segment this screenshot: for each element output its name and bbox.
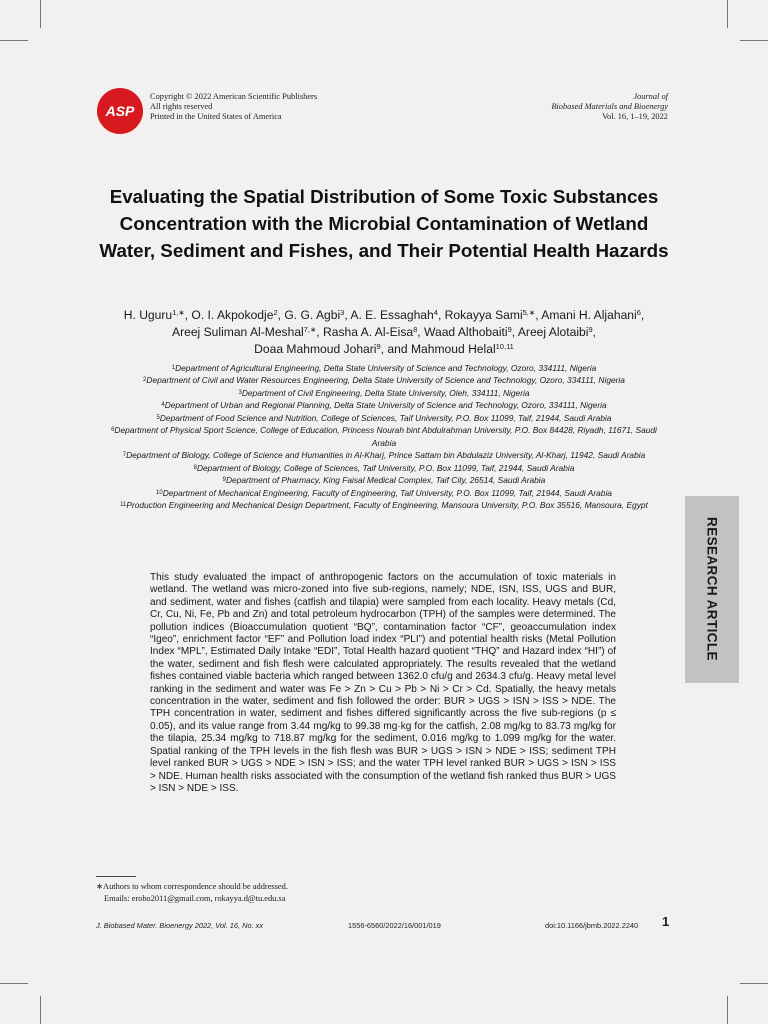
author-affiliation-mark: 9 — [376, 342, 381, 351]
author — [541, 308, 641, 322]
author — [191, 308, 277, 322]
affiliation — [100, 412, 668, 424]
affiliation — [100, 449, 668, 461]
author-affiliation-mark: 8 — [413, 325, 418, 334]
rights-line: All rights reserved — [150, 102, 213, 111]
author-name: Areej Alotaibi — [517, 325, 589, 339]
copyright-line: Copyright © 2022 American Scientific Publishers — [150, 92, 318, 101]
affiliation — [100, 499, 668, 511]
affiliation-number: 7 — [122, 452, 127, 459]
affiliation — [100, 424, 668, 449]
author — [284, 308, 344, 322]
crop-mark — [40, 0, 41, 28]
author-affiliation-mark: 3 — [340, 308, 345, 317]
author — [411, 342, 514, 356]
affiliation-number: 6 — [111, 427, 115, 434]
side-tab-label: RESEARCH ARTICLE — [704, 517, 720, 661]
affiliation-text: Department of Agricultural Engineering, Delta State University of Science and Technology, Ozoro, 334111, Nigeria — [175, 363, 597, 373]
footnote-authors: ∗Authors to whom correspondence should be addressed. — [96, 882, 288, 891]
affiliation-text: Department of Urban and Regional Planning, Delta State University of Science and Technology, Ozoro, 334111, Nigeria — [164, 400, 607, 411]
crop-mark — [740, 983, 768, 984]
affiliation-number: 2 — [143, 377, 147, 384]
crop-mark — [727, 0, 728, 28]
affiliation-number: 4 — [161, 402, 165, 409]
crop-mark — [0, 983, 28, 984]
author-name: A. E. Essaghah — [350, 308, 434, 322]
journal-volume: Vol. 16, 1–19, 2022 — [602, 112, 668, 121]
affiliation — [100, 374, 668, 386]
affiliation — [100, 474, 668, 486]
footnote-emails: Emails: erobo2011@gmail.com, rokayya.d@tu.edu.sa — [104, 894, 286, 903]
author-name: Areej Suliman Al-Meshal — [172, 325, 304, 339]
footer-citation: J. Biobased Mater. Bioenergy 2022, Vol. 16, No. xx — [96, 921, 264, 930]
affiliation-text: Department of Pharmacy, King Faisal Medical Complex, Taif City, 26514, Saudi Arabia — [226, 475, 546, 486]
affiliation-text: Department of Biology, College of Sciences, Taif University, P.O. Box 11099, Taif, 21944, Saudi Arabia — [196, 462, 575, 473]
abstract: This study evaluated the impact of anthropogenic factors on the accumulation of toxic materials in wetland. The wetland was micro-zoned into five sub-regions, namely; NDE, ISN, ISS, UGS and BUR, and sediment, water and fishes (catfish and tilapia) were sampled from each locality. Heavy metals (Cd, Cr, Cu, Ni, Fe, Pb and Zn) and total petroleum hydrocarbon (TPH) of the samples were determined. The pollution indices (Bioaccumulation quotient “BQ”, contamination factor “CF”, geoaccumulation index “Igeo”, enrichment factor “EF” and Pollution load index “PLI”) and potential health risks (Metal Pollution Index “MPL”, Estimated Daily Intake “EDI”, Total Health hazard quotient “THQ” and Hazard index “HI”) of the water, sediment and fish flesh were calculated appropriately. The results revealed that the wetland fishes contained viable bacteria which ranged between 1362.0 cfu/g and 2634.3 cfu/g. Heavy metal level ranking in the sediment and water was Fe > Zn > Cu > Pb > Ni > Cr > Cd. Spatially, the heavy metals concentration in the water, sediment and fish followed the order: BUR > UGS > ISN > ISS > NDE. The TPH concentration in water, sediment and fishes differed significantly across the five sub-regions (p ≤ 0.05), and its value range from 3.44 mg/kg to 99.38 mg·kg for the catfish, 2.08 mg/kg to 83.73 mg/kg for the tilapia, 25.34 mg/kg to 718.87 mg/kg for the sediment, 0.016 mg/kg to 1.099 mg/kg for the water. Spatial ranking of the TPH levels in the fish flesh was BUR > UGS > ISN > NDE > ISS; sediment TPH level ranked BUR > UGS > NDE > ISN > ISS; and the water TPH level ranked BUR > UGS > ISN > ISS > NDE. Human health risks associated with the consumption of the wetland fish ranked thus BUR > UGS > ISN > NDE > ISS. — [150, 572, 616, 794]
affiliation-text: Department of Mechanical Engineering, Faculty of Engineering, Taif University, P.O. Box 11099, Taif, 21944, Saudi Arabia — [162, 487, 612, 498]
publisher-info — [150, 92, 317, 122]
page-number: 1 — [662, 914, 670, 929]
author — [124, 308, 185, 322]
author — [172, 325, 316, 339]
affiliation-text: Department of Civil and Water Resources Engineering, Delta State University of Science and Technology, Ozoro, 334111, Nigeria — [146, 375, 625, 386]
author-affiliation-mark: 7,∗ — [303, 325, 317, 334]
affiliation-number: 11 — [120, 501, 127, 508]
affiliation-number: 8 — [193, 464, 197, 471]
author — [350, 308, 438, 322]
correspondence-footnote — [96, 881, 288, 905]
affiliation-text: Department of Food Science and Nutrition, College of Sciences, Taif University, P.O. Box 11099, Taif, 21944, Saudi Arabia — [159, 412, 612, 423]
author — [323, 325, 417, 339]
author-affiliation-mark: 10,11 — [495, 342, 514, 351]
author-name: Waad Althobaiti — [424, 325, 508, 339]
journal-name: Biobased Materials and Bioenergy — [551, 102, 668, 111]
journal-info — [551, 92, 668, 122]
author-affiliation-mark: 6 — [636, 308, 641, 317]
affiliation-number: 10 — [156, 489, 163, 496]
affiliation — [100, 462, 668, 474]
author-name: O. I. Akpokodje — [191, 308, 274, 322]
author-affiliation-mark: 4 — [433, 308, 438, 317]
footer-issn: 1556-6560/2022/16/001/019 — [348, 921, 441, 930]
journal-of: Journal of — [633, 92, 668, 101]
footer-doi: doi:10.1166/jbmb.2022.2240 — [545, 921, 639, 930]
article-title: Evaluating the Spatial Distribution of Some Toxic Substances Concentration with the Microbial Contamination of Wetland Water, Sediment and Fishes, and Their Potential Health Hazards — [99, 186, 669, 261]
affiliation-text: Department of Civil Engineering, Delta State University, Oleh, 334111, Nigeria — [241, 387, 530, 398]
affiliation-text: Department of Physical Sport Science, College of Education, Princess Nourah bint Abdulrahman University, P.O. Box 84428, Riyadh, 11671, Saudi Arabia — [114, 425, 657, 448]
author-affiliation-mark: 5,∗ — [522, 308, 536, 317]
affiliation — [100, 399, 668, 411]
affiliation — [100, 387, 668, 399]
crop-mark — [0, 40, 28, 41]
author — [424, 325, 512, 339]
author — [518, 325, 593, 339]
asp-logo — [96, 87, 144, 135]
printed-line: Printed in the United States of America — [150, 112, 282, 121]
affiliation-number: 9 — [222, 477, 226, 484]
author-name: H. Uguru — [123, 308, 173, 322]
affiliation-number: 3 — [238, 389, 242, 396]
affiliation — [100, 487, 668, 499]
author — [254, 342, 381, 356]
crop-mark — [40, 996, 41, 1024]
author-affiliation-mark: 2 — [273, 308, 278, 317]
author-name: Amani H. Aljahani — [541, 308, 637, 322]
affiliation-number: 5 — [156, 414, 160, 421]
affiliation-number: 1 — [171, 365, 176, 371]
affiliation-text: Production Engineering and Mechanical Design Department, Faculty of Engineering, Mansoura University, P.O. Box 35516, Mansoura, Egypt — [126, 499, 648, 510]
author-name: Rasha A. Al-Eisa — [323, 325, 414, 339]
affiliation-text: Department of Biology, College of Science and Humanities in Al-Kharj, Prince Sattam bin Abdulaziz University, Al-Kharj, 11942, Saudi Arabia — [126, 450, 646, 461]
author-name: Doaa Mahmoud Johari — [254, 342, 377, 356]
affiliation — [100, 362, 668, 374]
logo-text: ASP — [105, 103, 135, 119]
author-affiliation-mark: 1,∗ — [172, 308, 185, 317]
author-affiliation-mark: 9 — [507, 325, 512, 334]
author-name: G. G. Agbi — [284, 308, 341, 322]
footnote-rule — [96, 876, 136, 877]
crop-mark — [740, 40, 768, 41]
crop-mark — [727, 996, 728, 1024]
affiliation-list — [100, 362, 668, 511]
author-list: H. Uguru$^{1,∗}$, O. I. Akpokodje$^2$, G. G. Agbi$^3$, A. E. Essaghah$^4$, Rokayya Sami$^{5,∗}$, Amani H. Aljahani$^6$, Areej Suliman Al-Meshal$^{7,∗}$, Rasha A. Al-Eisa$^8$, Waad Althobaiti$^9$, Areej Alotaibi$^9$, Doaa Mahmoud Johari$^9$, and Mahmoud Helal$^{10,11}$ — [123, 308, 645, 356]
research-article-tab — [685, 496, 739, 683]
author-name: Rokayya Sami — [444, 308, 523, 322]
author-affiliation-mark: 9 — [588, 325, 593, 334]
author — [445, 308, 536, 322]
author-name: Mahmoud Helal — [410, 342, 496, 356]
